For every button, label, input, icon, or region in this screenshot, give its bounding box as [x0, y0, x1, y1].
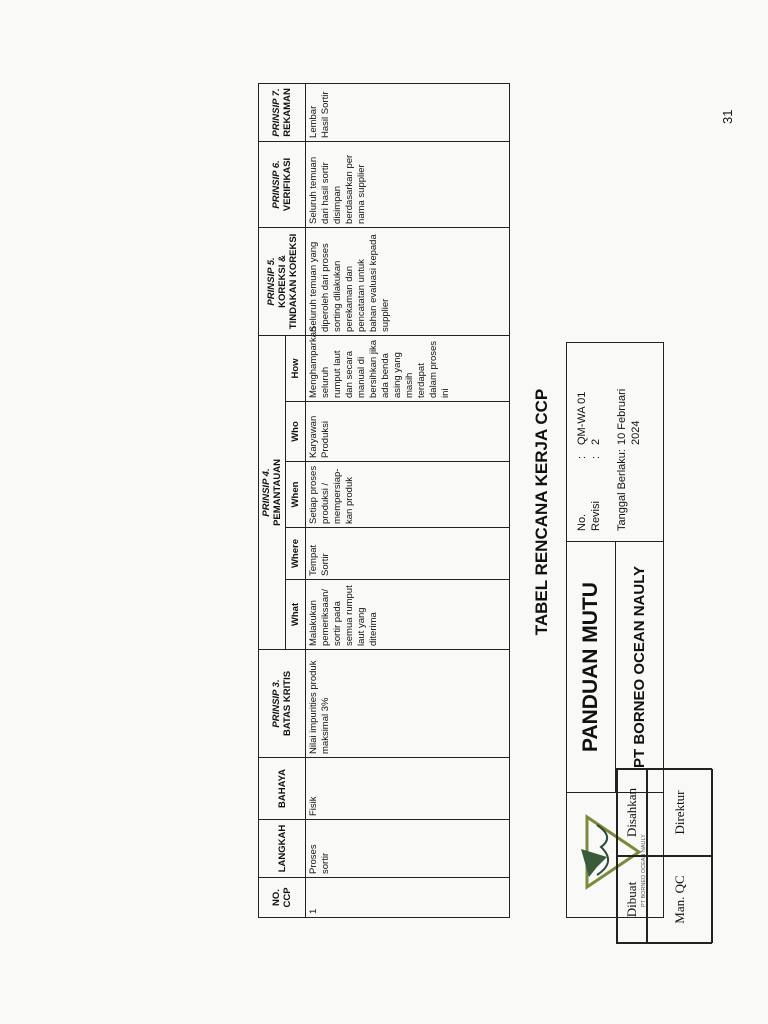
tanggal-value: 10 Februari 2024 [616, 388, 642, 445]
company-name: PT BORNEO OCEAN NAULY [630, 566, 648, 768]
header-when: When [286, 462, 306, 528]
cell-when: Setiap proses produksi / mempersiap-kan produk [306, 462, 510, 528]
header-what: What [286, 580, 306, 650]
header-prinsip-7: PRINSIP 7. REKAMAN [259, 83, 306, 141]
header-prinsip-3: PRINSIP 3. BATAS KRITIS [259, 650, 306, 758]
no-label: No. [576, 513, 588, 531]
header-no-ccp: NO. CCP [259, 878, 306, 918]
revisi-value: 2 [590, 438, 602, 445]
no-value: QM-WA 01 [576, 391, 588, 445]
revisi-label: Revisi [590, 501, 602, 531]
cell-who: Karyawan Produksi [306, 402, 510, 462]
cell-where: Tempat Sortir [306, 528, 510, 580]
document-title: TABEL RENCANA KERJA CCP [532, 388, 551, 636]
header-bahaya: BAHAYA [259, 758, 306, 820]
table-row [306, 83, 510, 917]
header-where: Where [286, 528, 306, 580]
header-prinsip-5: PRINSIP 5. KOREKSI & TINDAKAN KOREKSI [259, 227, 306, 335]
header-how: How [286, 335, 306, 401]
ccp-table [258, 83, 510, 918]
header-who: Who [286, 402, 306, 462]
cell-what: Malakukan pemeriksaan/ sortir pada semua rumput laut yang diterima [306, 580, 510, 650]
disahkan-label: Disahkan [617, 769, 647, 856]
cell-batas-kritis: Nilai impurities produk maksimal 3% [306, 650, 510, 758]
header-langkah: LANGKAH [259, 820, 306, 878]
cell-bahaya: Fisik [306, 758, 510, 820]
document-meta: No. : QM-WA 01 Revisi : 2 Tanggal Berlaku: 10 Februari 2024 [576, 388, 642, 531]
cell-koreksi: Seluruh temuan yang diperoleh dari proses sorting dilakukan perekaman dan pencatatan untuk bahan evaluasi kepada supplier [306, 227, 510, 335]
signature-box [616, 768, 712, 944]
direktur-label: Direktur [647, 769, 713, 856]
logo-text: PT BORNEO OCEAN NAULY [641, 834, 647, 907]
cell-langkah: Proses sortir [306, 820, 510, 878]
cell-no: 1 [306, 878, 510, 918]
header-prinsip-6: PRINSIP 6. VERIFIKASI [259, 141, 306, 227]
cell-rekaman: Lembar Hasil Sortir [306, 83, 510, 141]
manual-title: PANDUAN MUTU [567, 542, 616, 792]
header-prinsip-4: PRINSIP 4. PEMANTAUAN [259, 335, 286, 649]
man-qc-label: Man. QC [647, 856, 713, 943]
dibuat-label: Dibuat [617, 856, 647, 943]
cell-how: Menghamparkan seluruh rumput laut dan secara manual di bersihkan jika ada benda asing yang masih terdapat dalam proses ini [306, 335, 510, 401]
cell-verifikasi: Seluruh temuan dari hasil sortir disimpan berdasarkan per nama supplier [306, 141, 510, 227]
page-number: 31 [720, 109, 735, 124]
tanggal-label: Tanggal Berlaku: [616, 449, 628, 531]
